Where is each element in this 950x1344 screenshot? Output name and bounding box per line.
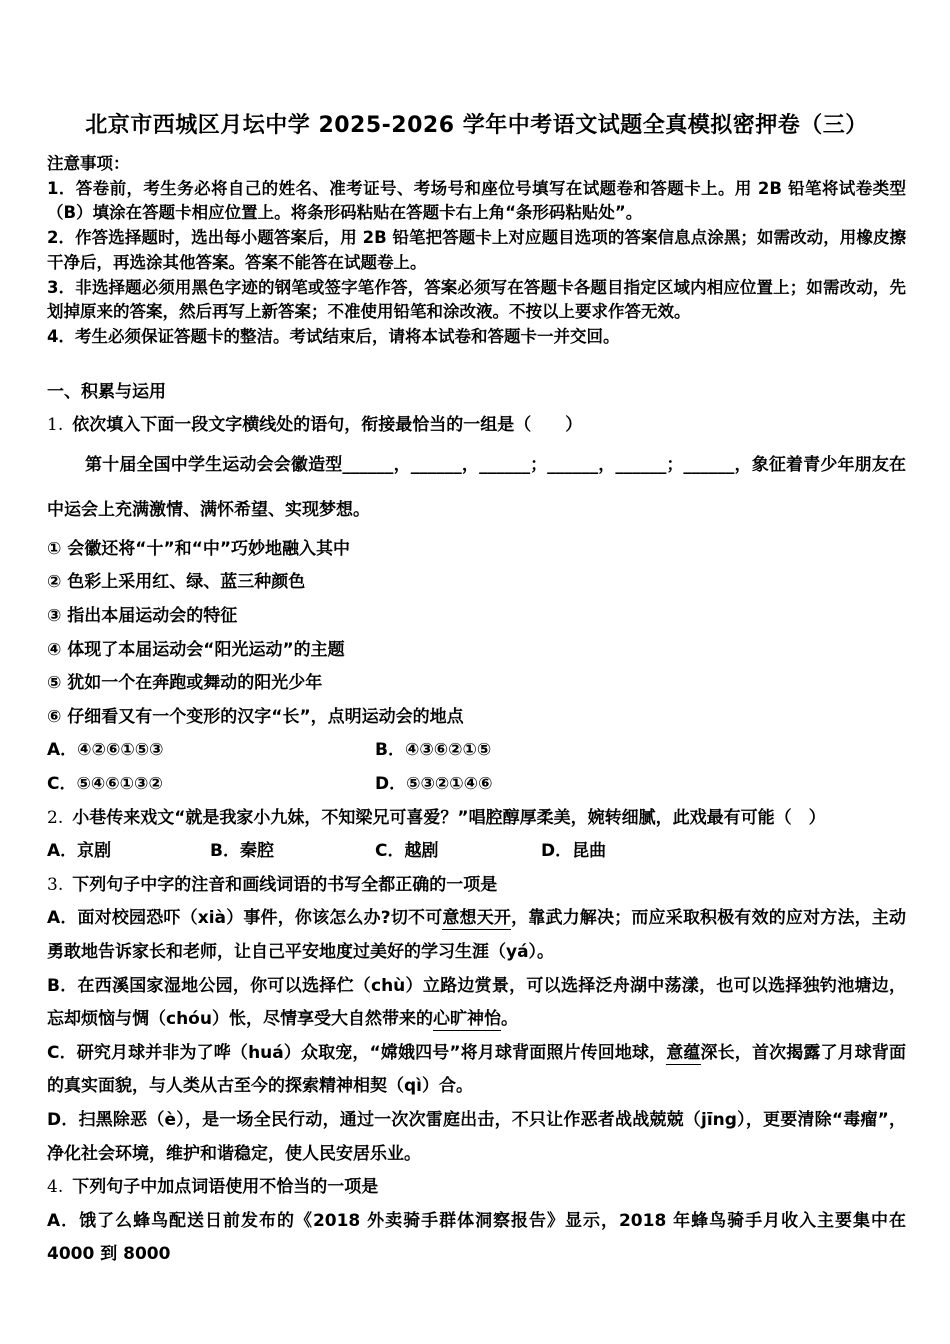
q3-option-b xyxy=(47,970,906,1037)
q3-option-c xyxy=(47,1037,906,1104)
page-title: 北京市西城区月坛中学 2025-2026 学年中考语文试题全真模拟密押卷（三） xyxy=(85,113,868,138)
q1-option-c: C．⑤④⑥①③② xyxy=(47,773,163,794)
notice-item-1: 1．答卷前，考生务必将自己的姓名、准考证号、考场号和座位号填写在试题卷和答题卡上。用 2B 铅笔将试卷类型（B）填涂在答题卡相应位置上。将条形码粘贴在答题卡右上角“条形码粘贴处”。 xyxy=(47,178,906,223)
q3-option-a-text: A．面对校园恐吓（xià）事件，你该怎么办?切不可 xyxy=(47,908,443,929)
question-4-number: 4. xyxy=(47,1177,64,1198)
q3-option-c-underlined-word: 意蕴 xyxy=(666,1042,701,1063)
q1-option-d: D．⑤③②①④⑥ xyxy=(375,773,493,794)
q1-option-a: A．④②⑥①⑤③ xyxy=(47,740,164,761)
section-heading: 一、积累与运用 xyxy=(47,381,166,402)
question-4-text: 下列句子中加点词语使用不恰当的一项是 xyxy=(72,1177,379,1198)
q1-list-item-1: ① 会徽还将“十”和“中”巧妙地融入其中 xyxy=(47,538,351,559)
q1-options xyxy=(47,734,906,801)
question-2-number: 2. xyxy=(47,807,64,828)
exam-body xyxy=(47,376,906,1272)
question-1-number: 1. xyxy=(47,415,64,436)
notice-item-2: 2．作答选择题时，选出每小题答案后，用 2B 铅笔把答题卡上对应题目选项的答案信息点涂黑；如需改动，用橡皮擦干净后，再选涂其他答案。答案不能答在试题卷上。 xyxy=(47,228,906,272)
q1-options-row-2 xyxy=(47,768,906,802)
question-3-stem xyxy=(47,869,906,903)
notice-heading: 注意事项： xyxy=(47,154,130,173)
q4-option-a: A．饿了么蜂鸟配送日前发布的《2018 外卖骑手群体洞察报告》显示，2018 年蜂鸟骑手月收入主要集中在 4000 到 8000 xyxy=(47,1210,906,1265)
q2-option-c: C．越剧 xyxy=(375,841,439,862)
q3-option-d-text: D．扫黑除恶（è），是一场全民行动，通过一次次雷庭出击，不只让作恶者战战兢兢（jīng），更要清除“毒瘤”，净化社会环境，维护和谐稳定，使人民安居乐业。 xyxy=(47,1109,906,1164)
q3-option-b-underlined-word: 心旷神怡 xyxy=(432,1009,501,1030)
q3-option-a-text-end: ，靠武力解决；而应采取积极有效的应对方法，主动勇敢地告诉家长和老师，让自己平安地度过美好的学习生涯（yá）。 xyxy=(47,908,907,962)
q3-option-c-text: C．研究月球并非为了哗（huá）众取宠，“嫦娥四号”将月球背面照片传回地球， xyxy=(47,1042,667,1063)
q1-option-b: B．④③⑥②①⑤ xyxy=(375,740,492,761)
q3-option-a-underlined-word: 意想天开 xyxy=(442,908,512,929)
notice-item-3: 3．非选择题必须用黑色字迹的钢笔或签字笔作答，答案必须写在答题卡各题目指定区域内相应位置上；如需改动，先划掉原来的答案，然后再写上新答案；不准使用铅笔和涂改液。不按以上要求作答无效。 xyxy=(47,277,906,322)
q3-option-a xyxy=(47,902,906,969)
question-3-number: 3. xyxy=(47,874,64,895)
question-2-text: 小巷传来戏文“就是我家小九妹，不知梁兄可喜爱？”唱腔醇厚柔美，婉转细腻，此戏最有可能（ ） xyxy=(72,807,826,828)
question-2-stem xyxy=(47,802,906,836)
q3-option-b-text-end: 。 xyxy=(500,1009,518,1030)
question-3-text: 下列句子中字的注音和画线词语的书写全都正确的一项是 xyxy=(72,874,498,895)
question-1-text: 依次填入下面一段文字横线处的语句，衔接最恰当的一组是（ ） xyxy=(72,415,583,436)
q1-passage: 第十届全国中学生运动会会徽造型______，______，______；______，______；______，象征着青少年朋友在中运会上充满激情、满怀希望、实现梦想。 xyxy=(47,454,906,520)
notice-section xyxy=(47,152,906,350)
q2-option-a: A．京剧 xyxy=(47,841,112,862)
q1-list-item-4: ④ 体现了本届运动会“阳光运动”的主题 xyxy=(47,639,345,660)
q2-options xyxy=(47,835,906,869)
question-4-stem xyxy=(47,1171,906,1205)
q1-list-item-6: ⑥ 仔细看又有一个变形的汉字“长”，点明运动会的地点 xyxy=(47,706,464,727)
question-1-stem xyxy=(47,409,906,443)
q3-option-c-text-end: 深长，首次揭露了月球背面的真实面貌，与人类从古至今的探索精神相契（qì）合。 xyxy=(47,1042,907,1097)
q2-option-b: B．秦腔 xyxy=(210,841,274,862)
q2-option-d: D．昆曲 xyxy=(541,841,607,862)
q3-option-d xyxy=(47,1104,906,1171)
q1-list-item-3: ③ 指出本届运动会的特征 xyxy=(47,606,238,626)
notice-item-4: 4．考生必须保证答题卡的整洁。考试结束后，请将本试卷和答题卡一并交回。 xyxy=(47,326,620,346)
q1-options-row-1 xyxy=(47,734,906,768)
q1-list-item-5: ⑤ 犹如一个在奔跑或舞动的阳光少年 xyxy=(47,673,323,694)
q1-list-item-2: ② 色彩上采用红、绿、蓝三种颜色 xyxy=(47,572,306,593)
q3-option-b-text: B．在西溪国家湿地公园，你可以选择伫（chù）立路边赏景，可以选择泛舟湖中荡漾，也可以选择独钓池塘边，忘却烦恼与惆（chóu）怅，尽情享受大自然带来的 xyxy=(47,975,906,1030)
